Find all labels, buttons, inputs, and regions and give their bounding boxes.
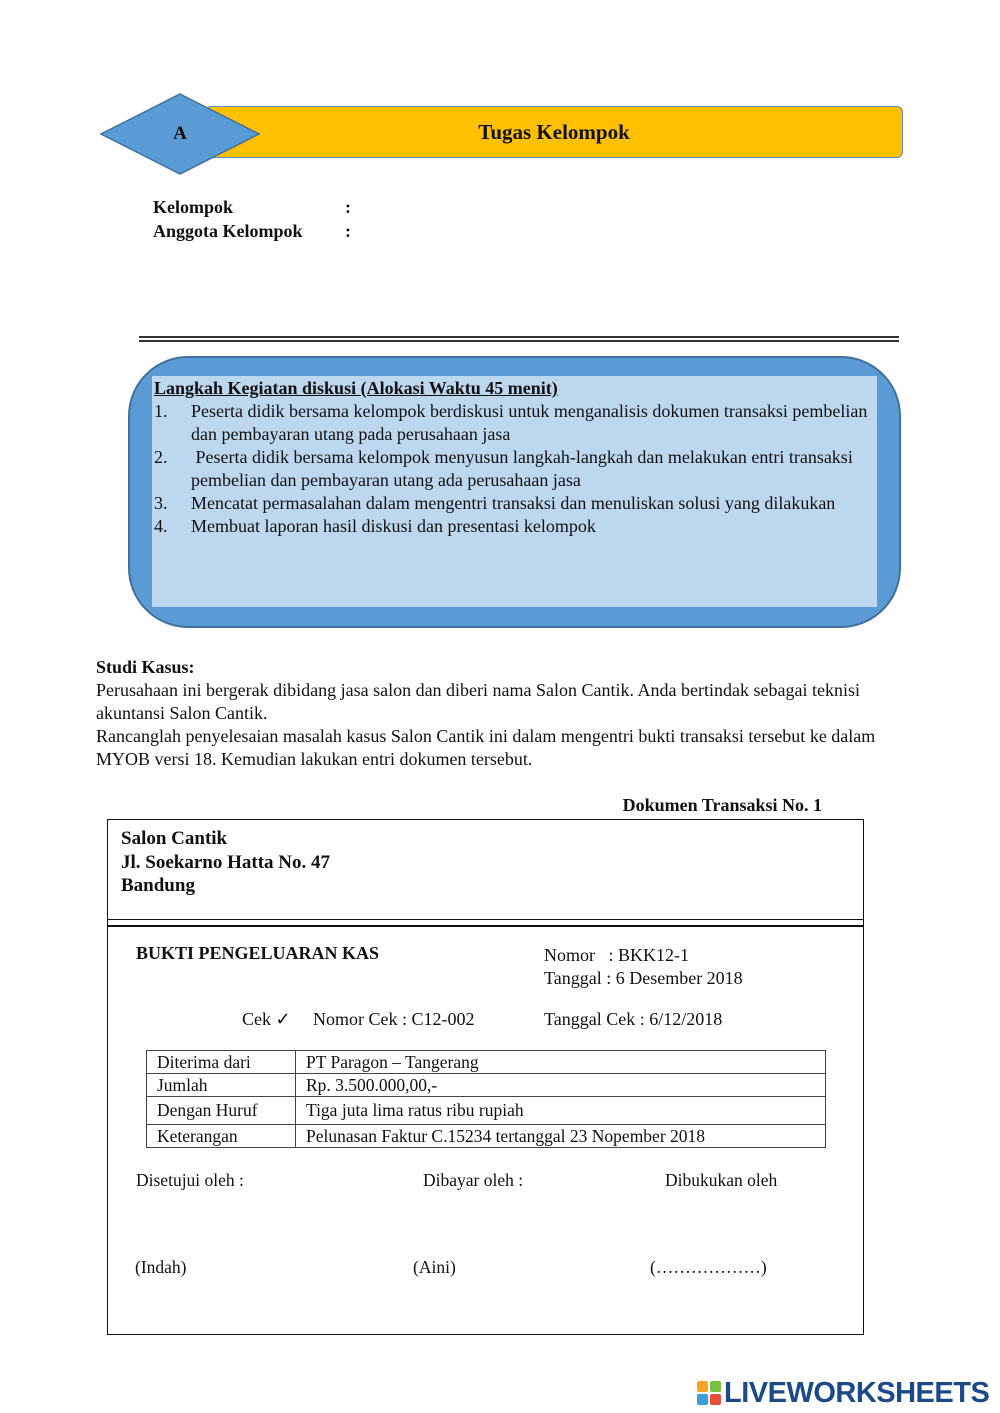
group-name-row bbox=[153, 195, 351, 219]
paid-by-name: (Aini) bbox=[413, 1257, 456, 1277]
step-text: Peserta didik bersama kelompok menyusun langkah-langkah dan melakukan entri transaksi pembelian dan pembayaran utang ada perusahaan jasa bbox=[191, 447, 858, 490]
section-badge: A bbox=[173, 123, 187, 144]
company-city: Bandung bbox=[121, 875, 195, 896]
detail-key: Diterima dari bbox=[147, 1051, 296, 1074]
step-item bbox=[154, 492, 874, 515]
step-number: 3. bbox=[154, 493, 168, 513]
logo-icon bbox=[697, 1381, 721, 1405]
table-row bbox=[147, 1051, 826, 1074]
step-item bbox=[154, 515, 874, 538]
booked-by-label: Dibukukan oleh bbox=[665, 1170, 778, 1190]
group-info bbox=[153, 195, 351, 243]
company-header bbox=[121, 827, 330, 898]
section-divider bbox=[139, 336, 899, 342]
case-study bbox=[96, 656, 906, 771]
logo-text: LIVEWORKSHEETS bbox=[724, 1376, 990, 1409]
table-row bbox=[147, 1097, 826, 1125]
detail-value: Tiga juta lima ratus ribu rupiah bbox=[296, 1097, 826, 1125]
table-row bbox=[147, 1074, 826, 1097]
step-number: 2. bbox=[154, 447, 168, 467]
document-date: Tanggal : 6 Desember 2018 bbox=[544, 968, 743, 988]
payment-details-table bbox=[146, 1050, 826, 1148]
document-number-label: Dokumen Transaksi No. 1 bbox=[622, 795, 822, 815]
approved-by-name: (Indah) bbox=[135, 1257, 187, 1277]
document-number: Nomor : BKK12-1 bbox=[544, 945, 689, 965]
step-text: Membuat laporan hasil diskusi dan presentasi kelompok bbox=[191, 516, 596, 536]
document-title: BUKTI PENGELUARAN KAS bbox=[136, 943, 380, 963]
page-title: Tugas Kelompok bbox=[478, 120, 630, 144]
case-study-paragraph: Perusahaan ini bergerak dibidang jasa salon dan diberi nama Salon Cantik. Anda bertindak sebagai teknisi akuntansi Salon Cantik. bbox=[96, 680, 860, 723]
company-address: Jl. Soekarno Hatta No. 47 bbox=[121, 851, 330, 873]
liveworksheets-logo[interactable] bbox=[697, 1376, 989, 1410]
detail-key: Keterangan bbox=[147, 1125, 296, 1148]
case-study-title: Studi Kasus: bbox=[96, 657, 195, 677]
approved-by-label: Disetujui oleh : bbox=[136, 1170, 244, 1190]
check-mark-label: Cek ✓ bbox=[242, 1009, 291, 1029]
group-colon: : bbox=[345, 197, 351, 217]
steps-title: Langkah Kegiatan diskusi (Alokasi Waktu 45 menit) bbox=[154, 378, 558, 398]
document-header-divider bbox=[107, 919, 864, 927]
detail-key: Dengan Huruf bbox=[147, 1097, 296, 1125]
company-name: Salon Cantik bbox=[121, 828, 228, 849]
document-meta bbox=[544, 944, 743, 990]
paid-by-label: Dibayar oleh : bbox=[423, 1170, 524, 1190]
table-row bbox=[147, 1125, 826, 1148]
members-colon: : bbox=[345, 221, 351, 241]
members-label: Anggota Kelompok bbox=[153, 221, 303, 241]
detail-key: Jumlah bbox=[147, 1074, 296, 1097]
step-text: Peserta didik bersama kelompok berdiskusi untuk menganalisis dokumen transaksi pembelian dan pembayaran utang pada perusahaan jasa bbox=[191, 401, 868, 444]
detail-value: Pelunasan Faktur C.15234 tertanggal 23 Nopember 2018 bbox=[296, 1125, 826, 1148]
detail-value: PT Paragon – Tangerang bbox=[296, 1051, 826, 1074]
step-item bbox=[154, 400, 874, 446]
check-date: Tanggal Cek : 6/12/2018 bbox=[544, 1009, 723, 1029]
step-item bbox=[154, 446, 874, 492]
group-label: Kelompok bbox=[153, 197, 234, 217]
step-text: Mencatat permasalahan dalam mengentri transaksi dan menuliskan solusi yang dilakukan bbox=[191, 493, 836, 513]
steps-content bbox=[154, 377, 874, 538]
case-study-paragraph: Rancanglah penyelesaian masalah kasus Salon Cantik ini dalam mengentri bukti transaksi tersebut ke dalam MYOB versi 18. Kemudian lakukan entri dokumen tersebut. bbox=[96, 726, 876, 769]
members-row bbox=[153, 219, 351, 243]
check-number: Nomor Cek : C12-002 bbox=[313, 1009, 475, 1029]
step-number: 4. bbox=[154, 516, 168, 536]
booked-by-name: (………………) bbox=[650, 1257, 767, 1277]
detail-value: Rp. 3.500.000,00,- bbox=[296, 1074, 826, 1097]
step-number: 1. bbox=[154, 401, 168, 421]
